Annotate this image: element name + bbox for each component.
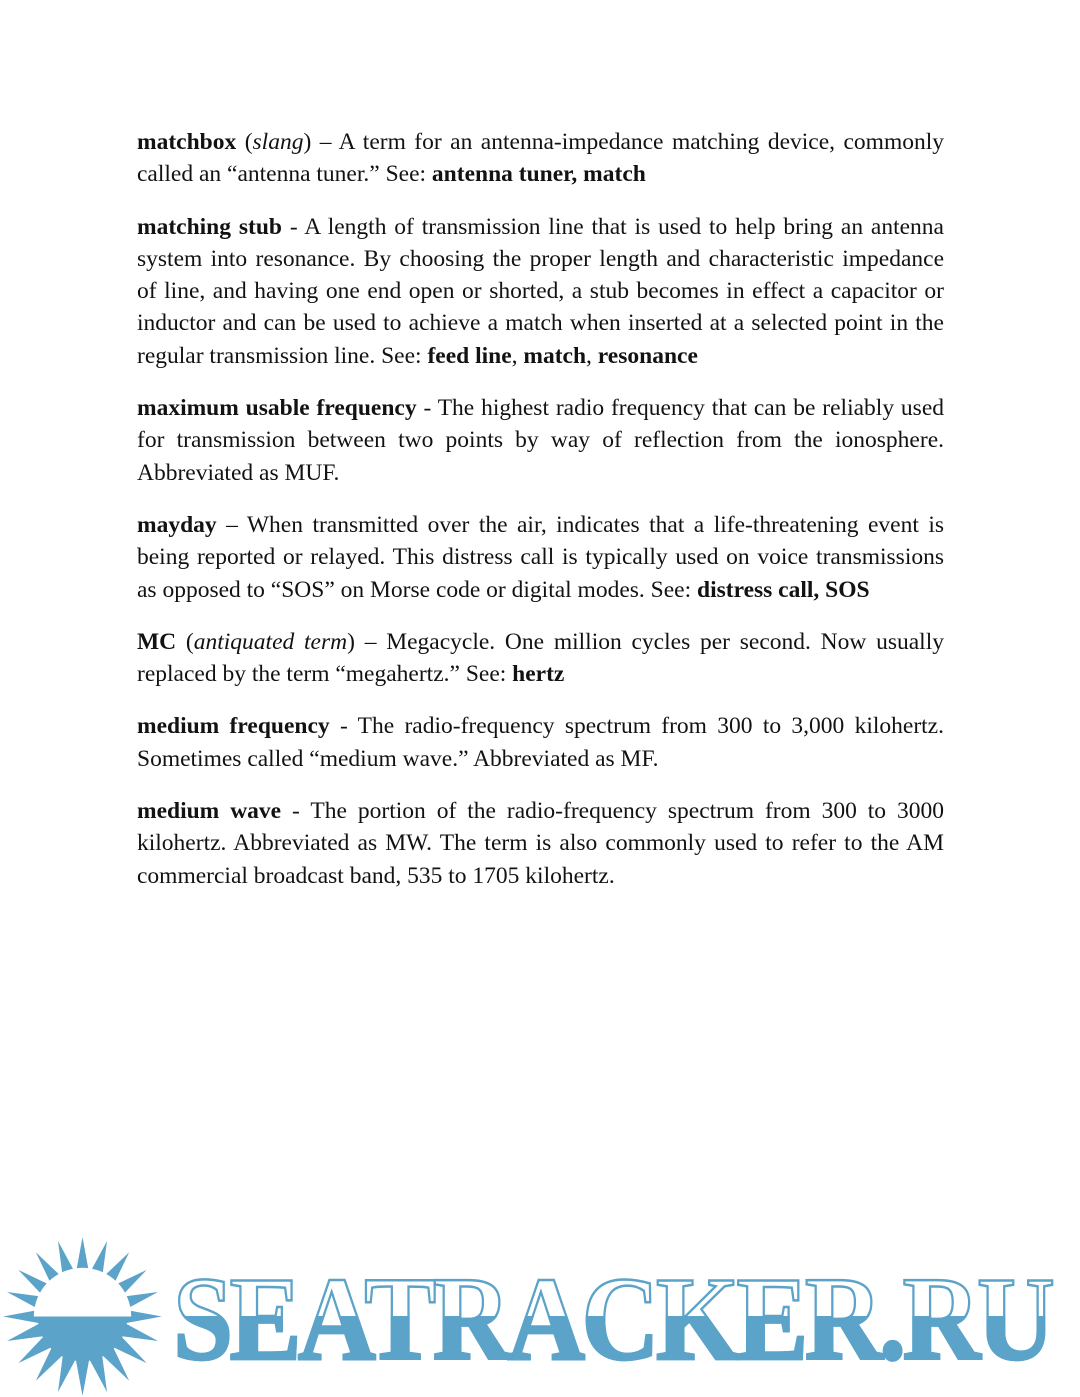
term: resonance: [597, 342, 698, 369]
emphasis: slang: [252, 129, 304, 155]
definition-paragraph: [137, 626, 944, 691]
definition-paragraph: [137, 126, 944, 191]
text-run: ,: [586, 342, 598, 369]
text-run: - A length of transmission line that is used to help bring an antenna system into resonance. By choosing the proper length and characteristic impedance of line, and having one end open or shorted, a stub becomes in effect a capacitor or inductor and can be used to achieve a match when inserted at a selected point in the regular transmission line. See:: [137, 213, 944, 369]
text-run: ) – A term for an antenna-impedance matching device, commonly called an “antenna tuner.” See:: [137, 129, 945, 188]
definition-paragraph: [137, 795, 944, 892]
term: medium wave: [137, 798, 282, 825]
watermark-logo-text: SEATRACKER.RU: [173, 1252, 1052, 1385]
text-run: ,: [511, 342, 524, 369]
term: feed line: [427, 342, 512, 369]
emphasis: antiquated term: [193, 628, 348, 655]
definition-paragraph: [137, 509, 944, 606]
definition-paragraph: [137, 211, 944, 372]
definitions-list: [137, 126, 944, 912]
sun-rays: [3, 1237, 162, 1396]
sun-dome: [34, 1268, 131, 1317]
term: mayday: [137, 511, 217, 538]
text-run: - The radio-frequency spectrum from 300 to 3,000 kilohertz. Sometimes called “medium wave.” Abbreviated as MF.: [137, 713, 944, 772]
text-run: - The highest radio frequency that can be reliably used for transmission between two points by way of reflection from the ionosphere. Abbreviated as MUF.: [137, 395, 944, 486]
term: matching stub: [137, 213, 282, 240]
text-run: – When transmitted over the air, indicates that a life-threatening event is being reported or relayed. This distress call is typically used on voice transmissions as opposed to “SOS” on Morse code or digital modes. See:: [137, 511, 944, 603]
term: antenna tuner, match: [431, 161, 646, 188]
definition-paragraph: [137, 392, 944, 489]
term: hertz: [512, 661, 565, 688]
term: maximum usable frequency: [137, 395, 417, 422]
term: match: [523, 342, 587, 369]
sun-icon: [0, 1234, 165, 1397]
term: distress call, SOS: [697, 576, 870, 603]
text-run: ) – Megacycle. One million cycles per second. Now usually replaced by the term “megahertz.” See:: [137, 628, 944, 688]
text-run: (: [176, 628, 194, 655]
term: medium frequency: [137, 713, 330, 740]
term: matchbox: [137, 129, 237, 155]
text-run: (: [236, 129, 253, 155]
definition-paragraph: [137, 710, 944, 775]
text-run: - The portion of the radio-frequency spectrum from 300 to 3000 kilohertz. Abbreviated as MW. The term is also commonly used to refer to the AM commercial broadcast band, 535 to 1705 kilohertz.: [137, 798, 945, 889]
term: MC: [137, 628, 177, 655]
sun-disk: [38, 1272, 128, 1362]
